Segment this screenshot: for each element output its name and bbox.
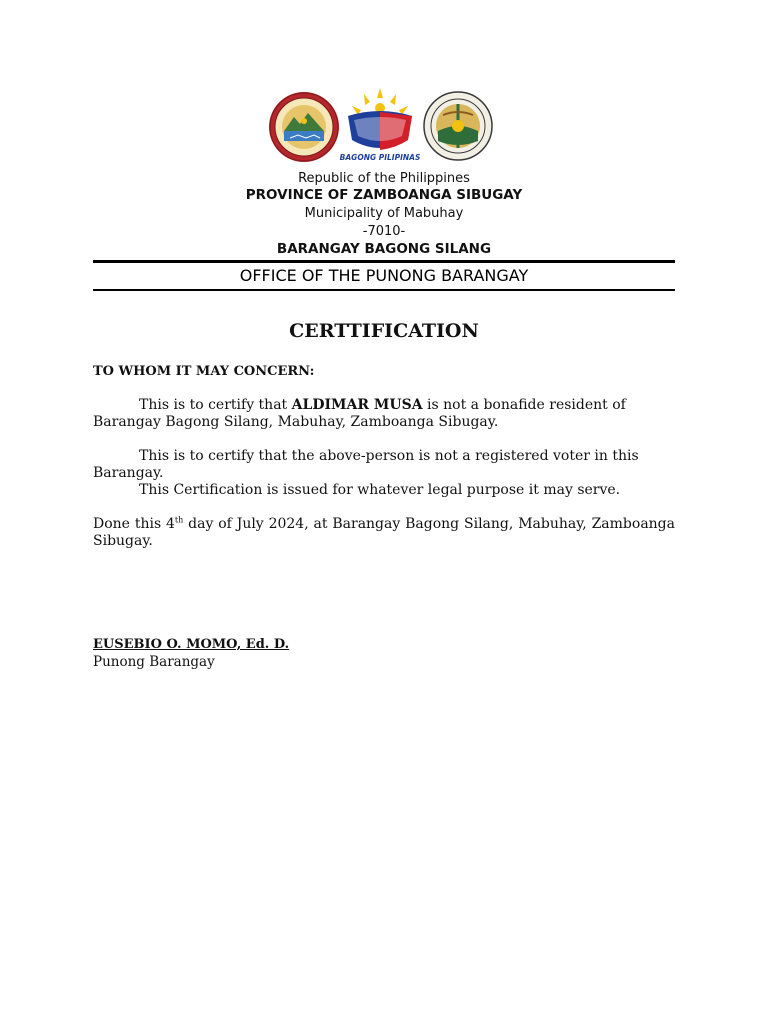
header-barangay: BARANGAY BAGONG SILANG	[276, 241, 492, 257]
bagong-pilipinas-caption: BAGONG PILIPINAS	[340, 153, 420, 162]
document-title: CERTTIFICATION	[289, 320, 479, 342]
issued-lead: Done this 4	[93, 516, 175, 532]
signatory-title: Punong Barangay	[93, 654, 215, 670]
issued-rest: day of July 2024, at Barangay Bagong Silang, Mabuhay, Zamboanga Sibugay.	[93, 516, 675, 549]
paragraph-residency	[93, 397, 675, 431]
header-republic: Republic of the Philippines	[298, 171, 470, 186]
header-divider-thick	[93, 260, 675, 263]
bagong-pilipinas-logo	[340, 86, 420, 164]
header-zip: -7010-	[362, 224, 406, 239]
header-divider-thin	[93, 289, 675, 291]
ordinal-suffix: th	[174, 515, 184, 525]
paragraph-purpose	[93, 482, 675, 499]
residency-rest: is not a bonafide resident of Barangay Bagong Silang, Mabuhay, Zamboanga Sibugay.	[93, 397, 626, 430]
purpose-text: This Certification is issued for whatever legal purpose it may serve.	[139, 482, 621, 498]
header-municipality: Municipality of Mabuhay	[304, 206, 464, 221]
paragraph-voter	[93, 448, 675, 482]
salutation: TO WHOM IT MAY CONCERN:	[93, 364, 315, 379]
barangay-seal-icon	[423, 91, 493, 161]
subject-name: ALDIMAR MUSA	[291, 397, 423, 413]
voter-text: This is to certify that the above-person is not a registered voter in this Barangay.	[93, 448, 639, 481]
office-title: OFFICE OF THE PUNONG BARANGAY	[239, 266, 529, 285]
header-province: PROVINCE OF ZAMBOANGA SIBUGAY	[245, 187, 523, 203]
residency-lead: This is to certify that	[139, 397, 292, 413]
logo-row	[0, 86, 768, 166]
paragraph-issued	[93, 516, 675, 550]
signatory-name: EUSEBIO O. MOMO, Ed. D.	[93, 637, 290, 652]
municipal-seal-icon	[268, 91, 340, 163]
